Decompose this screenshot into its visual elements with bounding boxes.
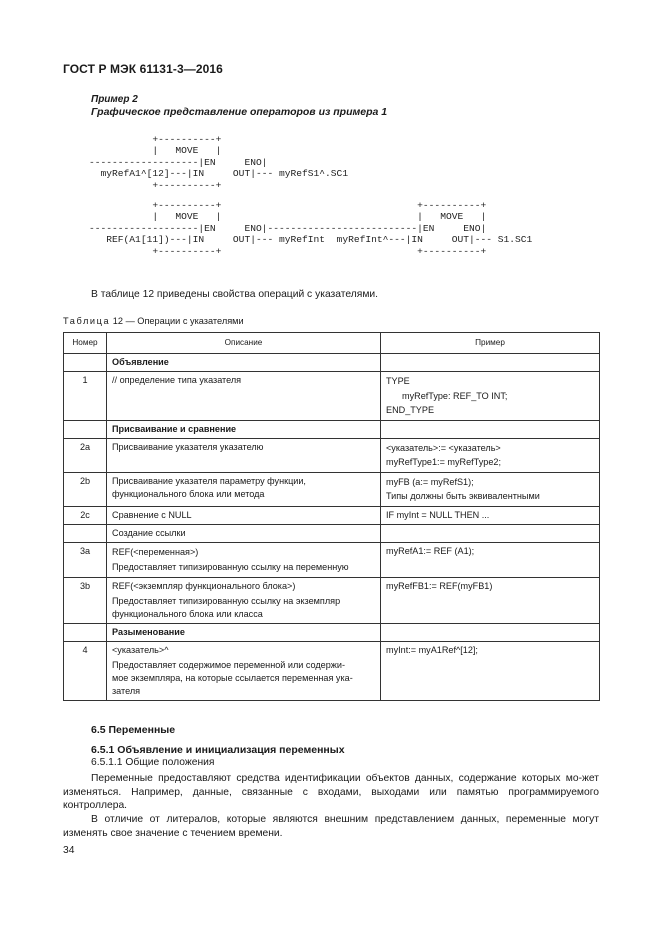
row-example: <указатель>:= <указатель> myRefType1:= myRefType2; — [381, 438, 600, 472]
example-title: Графическое представление операторов из примера 1 — [91, 106, 388, 118]
row-description: Присваивание указателя параметру функции, функционального блока или метода — [107, 472, 381, 506]
col-header-description: Описание — [107, 333, 381, 354]
table-row — [64, 372, 600, 421]
table-caption-title: 12 — Операции с указателями — [112, 316, 244, 326]
row-number: 2c — [64, 506, 107, 524]
table-row — [64, 542, 600, 577]
page-number: 34 — [63, 845, 75, 856]
table-row — [64, 438, 600, 472]
table-intro-text: В таблице 12 приведены свойства операций с указателями. — [91, 289, 379, 300]
table-row — [64, 577, 600, 623]
section-heading-6-5: 6.5 Переменные — [91, 724, 176, 736]
row-example: myInt:= myA1Ref^[12]; — [381, 641, 600, 700]
table-row — [64, 641, 600, 700]
pointer-operations-table — [63, 332, 600, 701]
row-description: REF(<переменная>) Предоставляет типизированную ссылку на переменную — [107, 542, 381, 577]
table-row — [64, 472, 600, 506]
row-example: TYPE myRefType: REF_TO INT; END_TYPE — [381, 372, 600, 421]
section-label: Присваивание и сравнение — [107, 420, 381, 438]
row-example: myRefFB1:= REF(myFB1) — [381, 577, 600, 623]
row-number: 2b — [64, 472, 107, 506]
row-example: myFB (a:= myRefS1); Типы должны быть эквивалентными — [381, 472, 600, 506]
table-section-row — [64, 623, 600, 641]
table-section-row — [64, 524, 600, 542]
document-header: ГОСТ Р МЭК 61131-3—2016 — [63, 62, 223, 76]
row-number: 1 — [64, 372, 107, 421]
section-label: Создание ссылки — [107, 524, 381, 542]
example-label: Пример 2 — [91, 94, 138, 105]
section-heading-6-5-1-1: 6.5.1.1 Общие положения — [91, 757, 215, 768]
row-description: <указатель>^ Предоставляет содержимое переменной или содержи- мое экземпляра, на которые ссылается переменная ука- зателя — [107, 641, 381, 700]
row-number: 4 — [64, 641, 107, 700]
move-diagram-2: +----------+ +----------+ | MOVE | | MOVE | -------------------|EN ENO|--------------------------|EN ENO| REF(A1[11])---|IN OUT|--- myRefInt myRefInt^---|IN OUT|--- S1.SC1 +----------+ +----------+ — [89, 200, 533, 257]
row-description: REF(<экземпляр функционального блока>) Предоставляет типизированную ссылку на экземпляр функционального блока или класса — [107, 577, 381, 623]
col-header-number: Номер — [64, 333, 107, 354]
table-row — [64, 506, 600, 524]
row-description: Присваивание указателя указателю — [107, 438, 381, 472]
row-description: // определение типа указателя — [107, 372, 381, 421]
body-paragraph-1: Переменные предоставляют средства идентификации объектов данных, содержание которых мо-жет изменяться. Например, данные, связанные с входами, выходами или памятью программируемого контроллера. — [63, 773, 599, 812]
move-diagram-1: +----------+ | MOVE | -------------------|EN ENO| myRefA1^[12]---|IN OUT|--- myRefS1^.SC1 +----------+ — [89, 134, 349, 191]
row-number: 2a — [64, 438, 107, 472]
table-section-row — [64, 354, 600, 372]
table-caption-prefix: Таблица — [63, 316, 111, 326]
row-example: IF myInt = NULL THEN ... — [381, 506, 600, 524]
row-number: 3b — [64, 577, 107, 623]
table-caption — [63, 316, 244, 326]
section-label: Объявление — [107, 354, 381, 372]
body-paragraph-2: В отличие от литералов, которые являются внешним представлением данных, переменные могут изменять свое значение с течением времени. — [63, 814, 599, 839]
section-heading-6-5-1: 6.5.1 Объявление и инициализация переменных — [91, 744, 345, 756]
col-header-example: Пример — [381, 333, 600, 354]
row-description: Сравнение с NULL — [107, 506, 381, 524]
section-label: Разыменование — [107, 623, 381, 641]
row-example: myRefA1:= REF (A1); — [381, 542, 600, 577]
row-number: 3a — [64, 542, 107, 577]
table-section-row — [64, 420, 600, 438]
table-header-row — [64, 333, 600, 354]
